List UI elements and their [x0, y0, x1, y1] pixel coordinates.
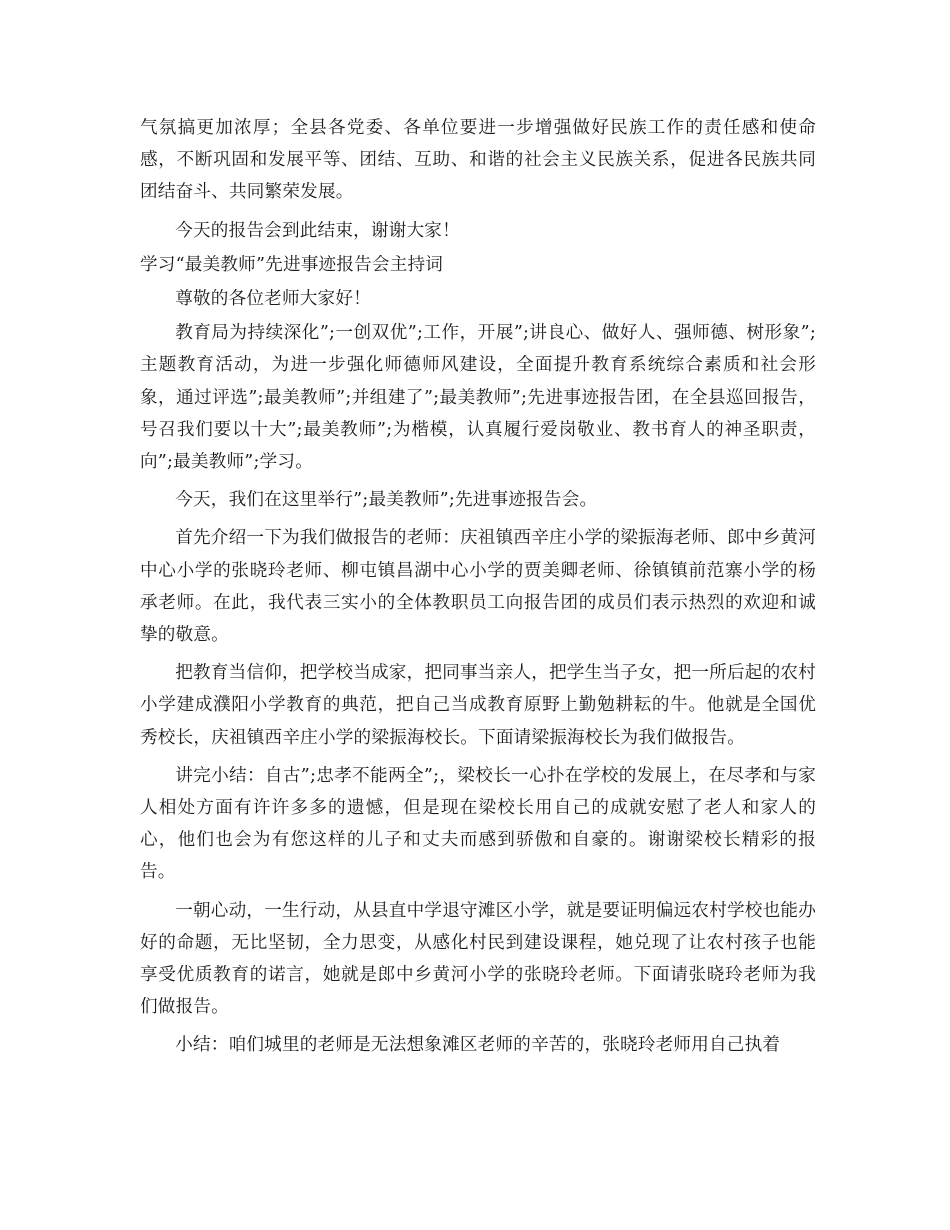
paragraph-liang-intro: 把教育当信仰，把学校当成家，把同事当亲人，把学生当子女，把一所后起的农村小学建成濮阳小学教育的典范，把自己当成教育原野上勤勉耕耘的牛。他就是全国优秀校长，庆祖镇西辛庄小学的梁振海校长。下面请梁振海校长为我们做报告。 [140, 663, 816, 748]
paragraph-zhang-intro: 一朝心动，一生行动，从县直中学退守滩区小学，就是要证明偏远农村学校也能办好的命题，无比坚韧，全力思变，从感化村民到建设课程，她兑现了让农村孩子也能享受优质教育的诺言，她就是郎中乡黄河小学的张晓玲老师。下面请张晓玲老师为我们做报告。 [140, 900, 816, 1018]
paragraph-today: 今天，我们在这里举行”;最美教师”;先进事迹报告会。 [175, 490, 598, 511]
paragraph-greeting: 尊敬的各位老师大家好！ [175, 289, 371, 310]
paragraph-continued: 气氛搞更加浓厚；全县各党委、各单位要进一步增强做好民族工作的责任感和使命感，不断巩固和发展平等、团结、互助、和谐的社会主义民族关系，促进各民族共同团结奋斗、共同繁荣发展。 [140, 118, 816, 203]
paragraph-liang-summary: 讲完小结：自古”;忠孝不能两全”;，梁校长一心扑在学校的发展上，在尽孝和与家人相处方面有许许多多的遗憾，但是现在梁校长用自己的成就安慰了老人和家人的心，他们也会为有您这样的儿子和丈夫而感到骄傲和自豪的。谢谢梁校长精彩的报告。 [140, 765, 816, 883]
paragraph-speakers: 首先介绍一下为我们做报告的老师：庆祖镇西辛庄小学的梁振海老师、郎中乡黄河中心小学的张晓玲老师、柳屯镇昌湖中心小学的贾美卿老师、徐镇镇前范寨小学的杨承老师。在此，我代表三实小的全体教职员工向报告团的成员们表示热烈的欢迎和诚挚的敬意。 [140, 528, 816, 646]
paragraph-zhang-summary: 小结：咱们城里的老师是无法想象滩区老师的辛苦的，张晓玲老师用自己执着 [175, 1035, 781, 1056]
document-title: 学习“最美教师”先进事迹报告会主持词 [140, 254, 444, 275]
document-body [140, 112, 816, 1068]
paragraph-closing: 今天的报告会到此结束，谢谢大家！ [175, 220, 460, 241]
paragraph-intro: 教育局为持续深化”;一创双优”;工作，开展”;讲良心、做好人、强师德、树形象”;主题教育活动，为进一步强化师德师风建设，全面提升教育系统综合素质和社会形象，通过评选”;最美教师”;并组建了”;最美教师”;先进事迹报告团，在全县巡回报告，号召我们要以十大”;最美教师”;为楷模，认真履行爱岗敬业、教书育人的神圣职责，向”;最美教师”;学习。 [140, 323, 816, 473]
